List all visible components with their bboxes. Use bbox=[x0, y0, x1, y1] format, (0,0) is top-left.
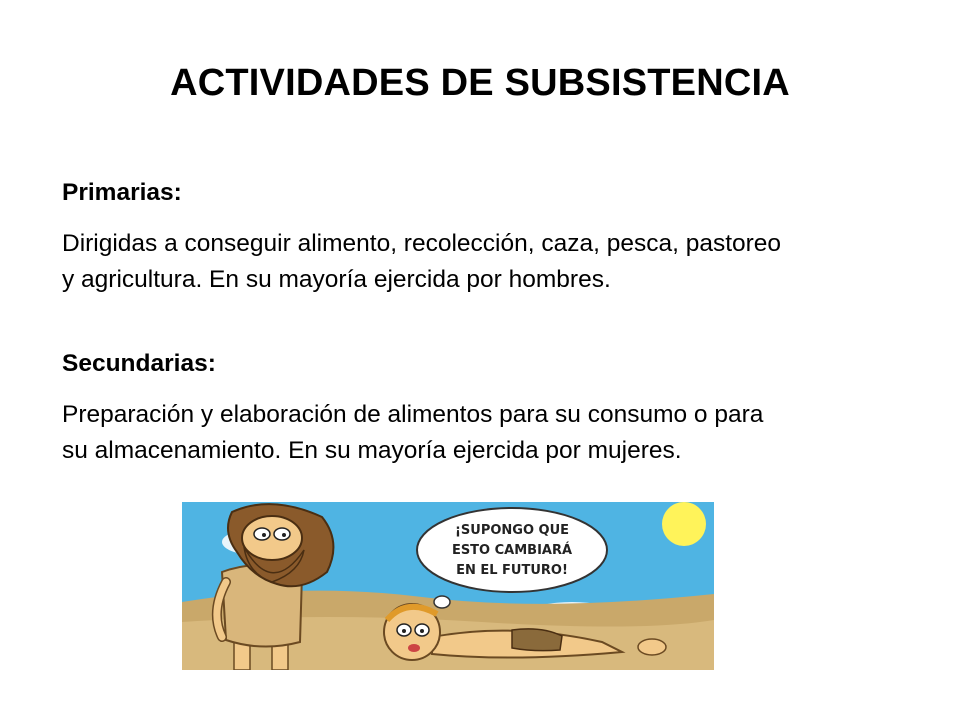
text-line: y agricultura. En su mayoría ejercida por hombres. bbox=[62, 266, 611, 293]
section-text-secundarias bbox=[62, 397, 902, 469]
slide-title: ACTIVIDADES DE SUBSISTENCIA bbox=[170, 62, 790, 104]
section-heading-primarias: Primarias: bbox=[62, 179, 182, 206]
caveman-cartoon-image bbox=[182, 502, 714, 670]
sun-icon bbox=[662, 502, 706, 546]
bubble-line-1: ¡SUPONGO QUE bbox=[454, 523, 570, 538]
text-line: Preparación y elaboración de alimentos para su consumo o para bbox=[62, 401, 764, 428]
bubble-line-2: ESTO CAMBIARÁ bbox=[451, 543, 573, 558]
text-line: Dirigidas a conseguir alimento, recolección, caza, pesca, pastoreo bbox=[62, 230, 782, 257]
section-text-primarias bbox=[62, 226, 902, 298]
bubble-line-3: EN EL FUTURO! bbox=[456, 563, 568, 578]
text-line: su almacenamiento. En su mayoría ejercida por mujeres. bbox=[62, 437, 682, 464]
section-heading-secundarias: Secundarias: bbox=[62, 350, 216, 377]
slide-body bbox=[62, 175, 902, 469]
